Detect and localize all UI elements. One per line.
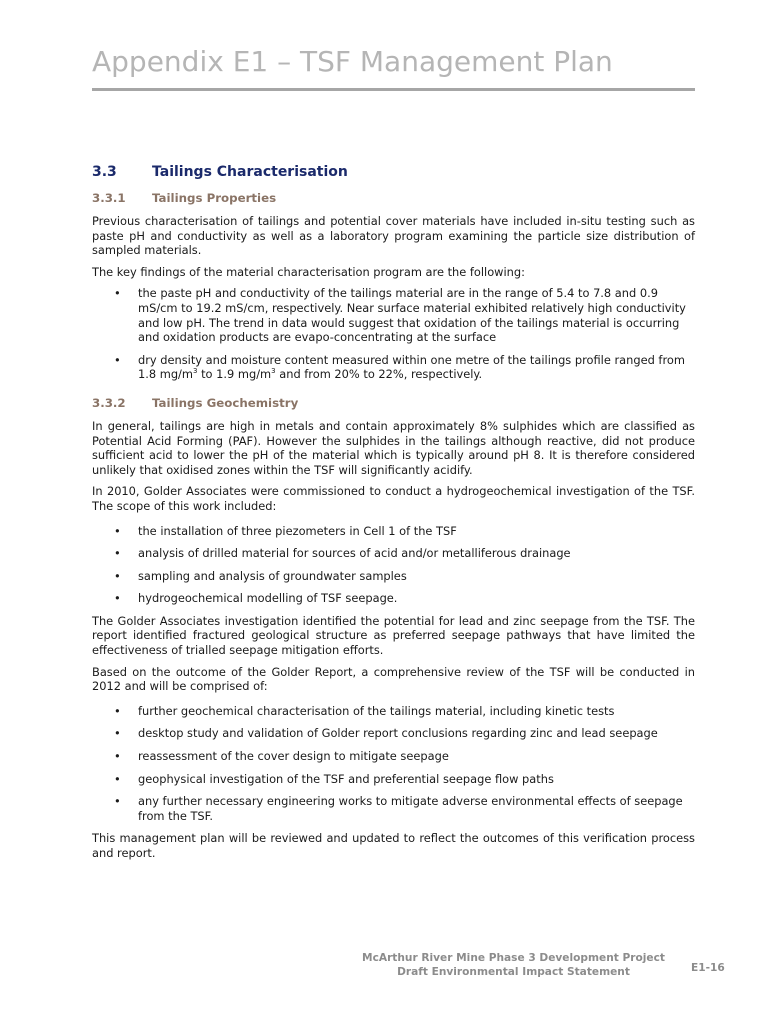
list-item-text: reassessment of the cover design to mitigate seepage — [138, 749, 449, 764]
bullet-glyph: • — [114, 794, 121, 809]
list-item — [92, 726, 695, 741]
section-number: 3.3 — [92, 164, 117, 180]
section-heading — [92, 163, 695, 181]
list-item-text: hydrogeochemical modelling of TSF seepage. — [138, 591, 398, 606]
bullet-glyph: • — [114, 286, 121, 301]
subsection-title: Tailings Properties — [152, 191, 277, 205]
bullet-glyph: • — [114, 749, 121, 764]
bullet-glyph: • — [114, 726, 121, 741]
list-item-text: the installation of three piezometers in Cell 1 of the TSF — [138, 523, 457, 538]
paragraph: In general, tailings are high in metals and contain approximately 8% sulphides which are classified as Potential Acid Forming (PAF). However the sulphides in the tailings although reactive, did not produce sufficient acid to lower the pH of the material which is typically around pH 8. It is therefore considered unlikely that oxidised zones within the TSF will significantly acidify. — [92, 418, 695, 477]
paragraph: The Golder Associates investigation identified the potential for lead and zinc seepage from the TSF. The report identified fractured geological structure as preferred seepage pathways that have limited the effectiveness of trialled seepage mitigation efforts. — [92, 613, 695, 658]
paragraph: Based on the outcome of the Golder Report, a comprehensive review of the TSF will be conducted in 2012 and will be comprised of: — [92, 664, 695, 694]
subsection-heading-geochemistry — [92, 396, 695, 411]
page-header — [92, 44, 695, 91]
list-item — [92, 524, 695, 539]
bullet-glyph: • — [114, 523, 121, 538]
list-item — [92, 704, 695, 719]
list-item-text: any further necessary engineering works to mitigate adverse environmental effects of seepage from the TSF. — [138, 794, 683, 823]
page-number: E1-16 — [691, 962, 725, 974]
list-item — [92, 794, 695, 823]
list-item — [92, 772, 695, 787]
list-item-text — [138, 353, 685, 382]
list-item-text: sampling and analysis of groundwater samples — [138, 568, 407, 583]
section-title: Tailings Characterisation — [152, 164, 348, 180]
paragraph: In 2010, Golder Associates were commissioned to conduct a hydrogeochemical investigation of the TSF. The scope of this work included: — [92, 484, 695, 513]
bullet-glyph: • — [114, 546, 121, 561]
list-item-text: desktop study and validation of Golder report conclusions regarding zinc and lead seepage — [138, 726, 658, 741]
superscript: 3 — [193, 367, 198, 376]
list-item — [92, 569, 695, 584]
bullet-list-review — [92, 704, 695, 824]
page-title: Appendix E1 – TSF Management Plan — [92, 45, 613, 78]
paragraph: Previous characterisation of tailings and potential cover materials have included in-situ testing such as paste pH and conductivity as well as a laboratory program examining the particle size distribution of sampled materials. — [92, 214, 695, 258]
bullet-glyph: • — [114, 352, 121, 367]
list-item — [92, 286, 695, 344]
document-body — [92, 163, 695, 868]
footer-project-name: McArthur River Mine Phase 3 Development Project — [362, 952, 665, 964]
subsection-number: 3.3.2 — [92, 395, 126, 410]
list-item-text: geophysical investigation of the TSF and preferential seepage flow paths — [138, 771, 554, 786]
text-run: dry density and moisture content measured within one metre of the tailings profile ranged from 1.8 mg/m — [138, 352, 685, 382]
list-item — [92, 749, 695, 764]
superscript: 3 — [271, 367, 276, 376]
paragraph: This management plan will be reviewed and updated to reflect the outcomes of this verification process and report. — [92, 831, 695, 860]
text-run: to 1.9 mg/m — [197, 367, 272, 382]
footer-document-name: Draft Environmental Impact Statement — [397, 965, 630, 978]
list-item — [92, 353, 695, 382]
text-run: and from 20% to 22%, respectively. — [275, 367, 483, 382]
bullet-glyph: • — [114, 771, 121, 786]
bullet-glyph: • — [114, 591, 121, 606]
header-divider — [92, 88, 695, 91]
subsection-number: 3.3.1 — [92, 191, 126, 205]
bullet-list-scope — [92, 524, 695, 606]
page-footer — [360, 952, 667, 979]
list-item — [92, 591, 695, 606]
subsection-title: Tailings Geochemistry — [152, 395, 299, 410]
paragraph: The key findings of the material characterisation program are the following: — [92, 264, 525, 279]
bullet-glyph: • — [114, 703, 121, 718]
list-item-text: further geochemical characterisation of the tailings material, including kinetic tests — [138, 703, 615, 718]
list-item-text: analysis of drilled material for sources of acid and/or metalliferous drainage — [138, 546, 571, 561]
subsection-heading-properties — [92, 191, 695, 206]
bullet-list-findings — [92, 286, 695, 382]
list-item — [92, 546, 695, 561]
list-item-text: the paste pH and conductivity of the tailings material are in the range of 5.4 to 7.8 and 0.9 mS/cm to 19.2 mS/cm, respectively. Near surface material exhibited relatively high conductivity and low pH. The trend in data would suggest that oxidation of the tailings material is occurring and oxidation products are evapo-concentrating at the surface — [138, 286, 686, 345]
bullet-glyph: • — [114, 568, 121, 583]
